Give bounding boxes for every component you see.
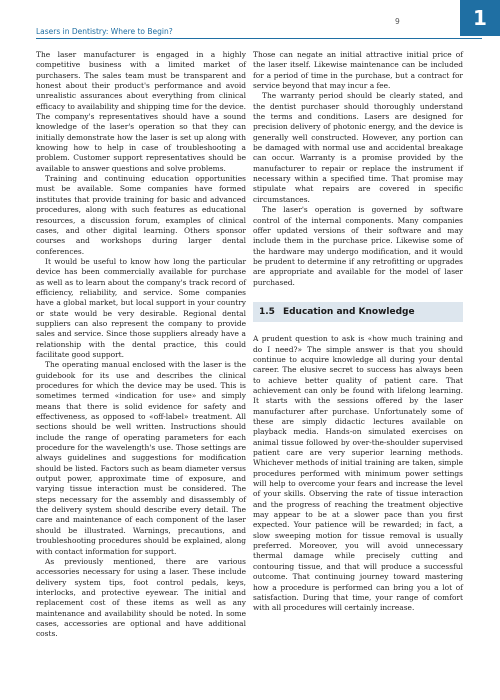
running-head: Lasers in Dentistry: Where to Begin?	[36, 27, 173, 36]
paragraph: Those can negate an initial attractive initial price of the laser itself. Likewise maintenance can be included for a period of time in the purchase, but a contract for service beyond that may incur a fee.	[253, 50, 463, 91]
paragraph: Training and continuing education opportunities must be available. Some companies have formed institutes that provide training for basic and advanced procedures, along with such features as educational resources, a discussion forum, examples of clinical cases, and other digital learning. Others sponsor courses and workshops during larger dental conferences.	[36, 174, 246, 256]
paragraph: The warranty period should be clearly stated, and the dentist purchaser should thoroughly understand the terms and conditions. Lasers are designed for precision delivery of photonic energy, and the device is generally well constructed. However, any portion can be damaged with normal use and accidental breakage can occur. Warranty is a promise provided by the manufacturer to repair or replace the instrument if necessary within a specified time. That promise may stipulate what repairs are covered in specific circumstances.	[253, 91, 463, 204]
section-title: Education and Knowledge	[282, 306, 415, 317]
chapter-number-tab: 1	[460, 0, 500, 36]
section-heading	[253, 302, 463, 322]
paragraph: The laser manufacturer is engaged in a highly competitive business with a limited market of purchasers. The sales team must be transparent and honest about their product's performance and avoid unrealistic assurances about everything from clinical efficacy to availability and shipping time for the device. The company's representatives should have a sound knowledge of the laser's operation so that they can initially demonstrate how the laser is set up along with knowing how to help in case of troubleshooting a problem. Customer support representatives should be available to answer questions and solve problems.	[36, 50, 246, 173]
header-rule	[36, 38, 482, 39]
paragraph: It would be useful to know how long the particular device has been commercially available for purchase as well as to learn about the company's track record of efficiency, reliability, and service. Some companies have a global market, but local support in your country or state would be very desirable. Regional dental suppliers can also represent the company to provide sales and service. Since those suppliers already have a relationship with the dental practice, this could facilitate good support.	[36, 256, 246, 359]
paragraph: A prudent question to ask is «how much training and do I need?» The simple answer is that you should continue to acquire knowledge all during your dental career. The elusive secret to success has always been to achieve better quality of patient care. That achievement can only be found with lifelong learning. It starts with the sessions offered by the laser manufacturer after purchase. Unfortunately some of these are simply didactic lectures available on playback media. Hands-on simulated exercises on animal tissue followed by over-the-shoulder supervised patient care are very superior learning methods. Whichever methods of initial training are taken, simple procedures performed with minimum power settings will help to overcome your fears and increase the level of your skills. Observing the rate of tissue interaction and the progress of reaching the treatment objective may appear to be at a slower pace than you first expected. Your patience will be rewarded; in fact, a slow sweeping motion for tissue removal is usually preferred. Moreover, you will avoid unnecessary thermal damage while precisely cutting and contouring tissue, and that will produce a successful outcome. That continuing journey toward mastering how a procedure is performed can bring you a lot of satisfaction. During that time, your range of comfort with all procedures will certainly increase.	[253, 334, 463, 613]
page-number: 9	[395, 17, 400, 26]
paragraph: As previously mentioned, there are various accessories necessary for using a laser. These include delivery system tips, foot control pedals, keys, interlocks, and protective eyewear. The initial and replacement cost of these items as well as any maintenance and availability should be noted. In some cases, accessories are optional and have additional costs.	[36, 556, 246, 639]
right-column	[253, 50, 463, 614]
paragraph: The laser's operation is governed by software control of the internal components. Many companies offer updated versions of their software and may include them in the purchase price. Likewise some of the hardware may undergo modification, and it would be prudent to determine if any retrofitting or upgrades are appropriate and available for the model of laser purchased.	[253, 205, 463, 287]
section-number: 1.5	[259, 306, 275, 317]
left-column	[36, 50, 246, 640]
paragraph: The operating manual enclosed with the laser is the guidebook for its use and describes the clinical procedures for which the device may be used. This is sometimes termed «indication for use» and simply means that there is solid evidence for safety and effectiveness, as opposed to «off-label» treatment. All sections should be well written. Instructions should include the range of operating parameters for each procedure for the wavelength's use. Those settings are always guidelines and suggestions for modification should be listed. Factors such as beam diameter versus output power, approximate time of exposure, and varying tissue interaction must be considered. The steps necessary for the assembly and disassembly of the delivery system should describe every detail. The care and maintenance of each component of the laser should be illustrated. Warnings, precautions, and troubleshooting procedures should be explained, along with contact information for support.	[36, 360, 246, 556]
